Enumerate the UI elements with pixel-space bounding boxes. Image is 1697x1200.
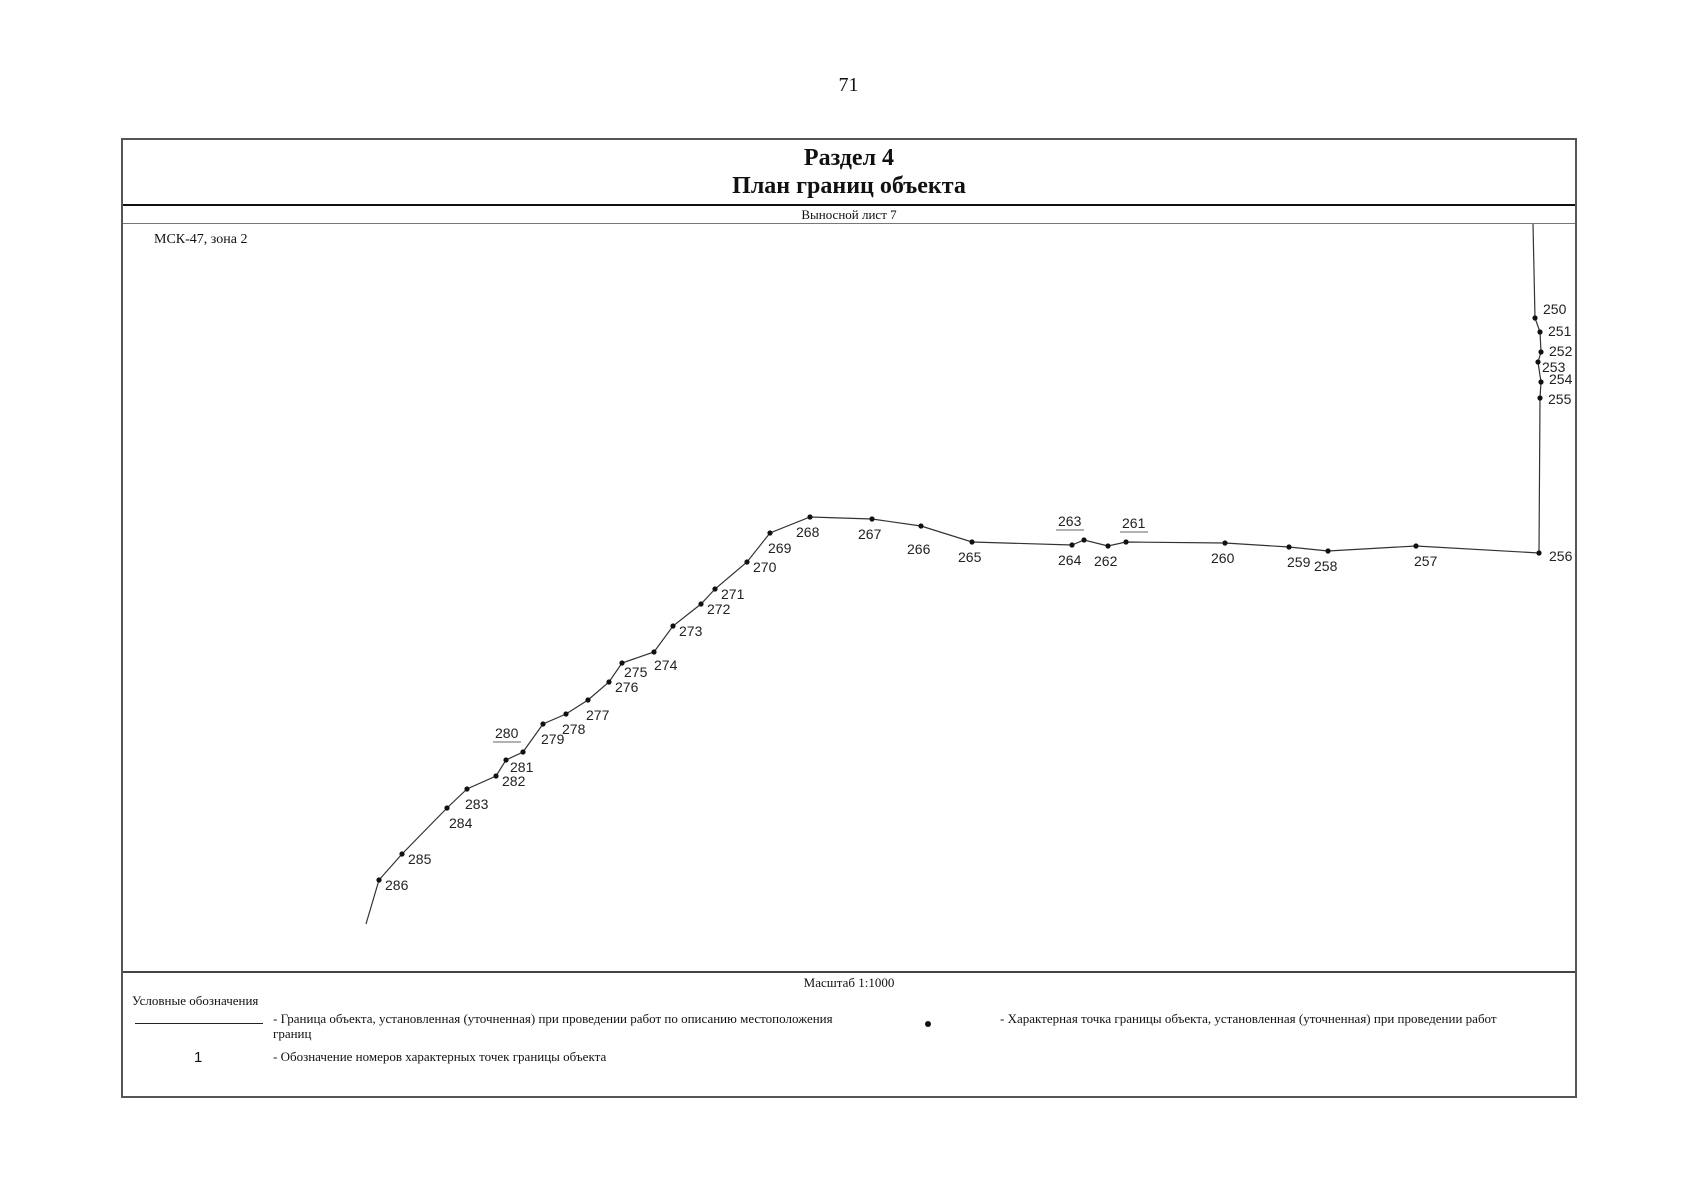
boundary-point-260 <box>1222 540 1227 545</box>
point-label-271: 271 <box>721 586 745 602</box>
point-label-267: 267 <box>858 526 882 542</box>
boundary-point-263 <box>1081 537 1086 542</box>
boundary-point-278 <box>563 711 568 716</box>
point-label-280: 280 <box>495 725 519 741</box>
boundary-point-279 <box>540 721 545 726</box>
point-label-256: 256 <box>1549 548 1573 564</box>
point-label-273: 273 <box>679 623 703 639</box>
boundary-point-262 <box>1105 543 1110 548</box>
point-label-278: 278 <box>562 721 586 737</box>
boundary-point-286 <box>376 877 381 882</box>
point-label-264: 264 <box>1058 552 1082 568</box>
point-label-279: 279 <box>541 731 565 747</box>
legend-boundary-line-text: - Граница объекта, установленная (уточненная) при проведении работ по описанию местоположения границ <box>273 1011 833 1041</box>
plan-title: План границ объекта <box>732 173 966 199</box>
point-label-277: 277 <box>586 707 610 723</box>
boundary-point-261 <box>1123 539 1128 544</box>
point-label-276: 276 <box>615 679 639 695</box>
boundary-point-277 <box>585 697 590 702</box>
boundary-point-257 <box>1413 543 1418 548</box>
boundary-point-264 <box>1069 542 1074 547</box>
point-label-260: 260 <box>1211 550 1235 566</box>
point-label-253: 253 <box>1542 359 1566 375</box>
point-label-283: 283 <box>465 796 489 812</box>
boundary-point-256 <box>1536 550 1541 555</box>
point-label-268: 268 <box>796 524 820 540</box>
boundary-point-266 <box>918 523 923 528</box>
boundary-point-281 <box>503 757 508 762</box>
legend-point-text: - Характерная точка границы объекта, установленная (уточненная) при проведении работ <box>1000 1011 1497 1026</box>
sheet-label: Выносной лист 7 <box>123 206 1575 224</box>
point-label-286: 286 <box>385 877 409 893</box>
boundary-point-259 <box>1286 544 1291 549</box>
point-label-275: 275 <box>624 664 648 680</box>
boundary-point-272 <box>698 601 703 606</box>
point-label-265: 265 <box>958 549 982 565</box>
coordinate-system-label: МСК-47, зона 2 <box>154 232 248 247</box>
point-label-254: 254 <box>1549 371 1573 387</box>
point-label-252: 252 <box>1549 343 1573 359</box>
point-label-284: 284 <box>449 815 473 831</box>
legend-point-sample <box>925 1021 931 1027</box>
section-title: Раздел 4 <box>803 145 895 171</box>
point-label-250: 250 <box>1543 301 1567 317</box>
boundary-point-254 <box>1538 379 1543 384</box>
point-label-263: 263 <box>1058 513 1082 529</box>
legend-title: Условные обозначения <box>132 993 259 1008</box>
point-label-281: 281 <box>510 759 534 775</box>
legend-boundary-line-sample <box>135 1023 263 1024</box>
point-label-272: 272 <box>707 601 731 617</box>
scale-label: Масштаб 1:1000 <box>803 975 895 990</box>
boundary-point-268 <box>807 514 812 519</box>
boundary-point-276 <box>606 679 611 684</box>
point-label-269: 269 <box>768 540 792 556</box>
boundary-point-274 <box>651 649 656 654</box>
boundary-point-250 <box>1532 315 1537 320</box>
boundary-point-282 <box>493 773 498 778</box>
page-number: 71 <box>838 74 859 96</box>
map-area <box>123 224 1575 970</box>
boundary-point-273 <box>670 623 675 628</box>
boundary-point-283 <box>464 786 469 791</box>
boundary-point-251 <box>1537 329 1542 334</box>
boundary-point-258 <box>1325 548 1330 553</box>
boundary-point-252 <box>1538 349 1543 354</box>
point-label-266: 266 <box>907 541 931 557</box>
plan-frame <box>121 138 1577 1098</box>
legend-area <box>123 971 1575 1098</box>
boundary-point-265 <box>969 539 974 544</box>
boundary-point-255 <box>1537 395 1542 400</box>
legend-number-text: - Обозначение номеров характерных точек границы объекта <box>273 1049 607 1064</box>
boundary-point-269 <box>767 530 772 535</box>
point-label-261: 261 <box>1122 515 1146 531</box>
point-label-255: 255 <box>1548 391 1572 407</box>
point-label-257: 257 <box>1414 553 1438 569</box>
boundary-point-267 <box>869 516 874 521</box>
point-label-262: 262 <box>1094 553 1118 569</box>
legend-number-sample: 1 <box>194 1049 203 1066</box>
point-label-282: 282 <box>502 773 526 789</box>
boundary-line <box>366 224 1541 924</box>
boundary-point-271 <box>712 586 717 591</box>
point-label-251: 251 <box>1548 323 1572 339</box>
boundary-point-284 <box>444 805 449 810</box>
point-label-285: 285 <box>408 851 432 867</box>
point-label-274: 274 <box>654 657 678 673</box>
title-block <box>123 140 1575 206</box>
boundary-point-280 <box>520 749 525 754</box>
boundary-point-253 <box>1535 359 1540 364</box>
boundary-point-270 <box>744 559 749 564</box>
point-label-258: 258 <box>1314 558 1338 574</box>
point-label-270: 270 <box>753 559 777 575</box>
boundary-point-285 <box>399 851 404 856</box>
point-label-259: 259 <box>1287 554 1311 570</box>
boundary-map <box>123 224 1575 970</box>
